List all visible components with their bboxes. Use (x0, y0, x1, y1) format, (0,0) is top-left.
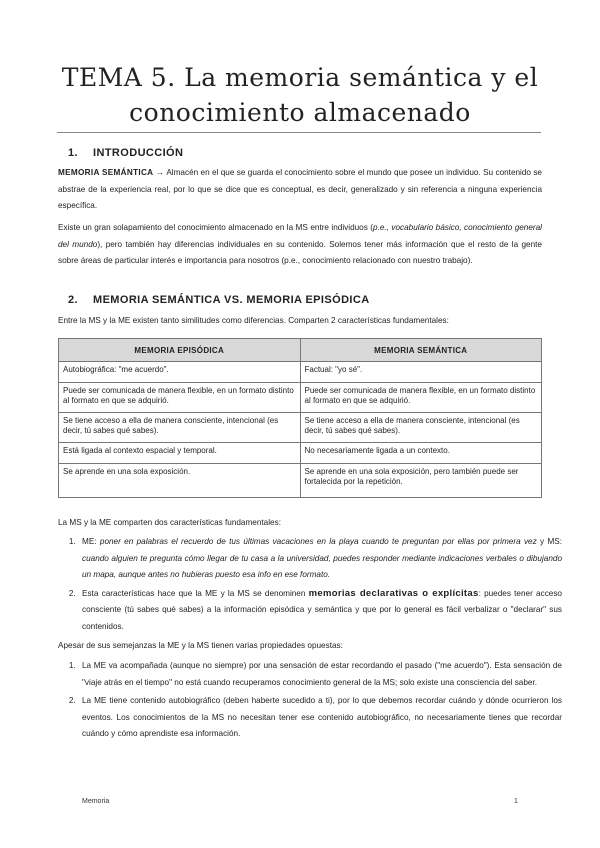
column-header-semantica: MEMORIA SEMÁNTICA (300, 339, 542, 362)
opposed-intro: Apesar de sus semejanzas la ME y la MS tienen varias propiedades opuestas: (58, 641, 343, 650)
table-header-row (59, 339, 542, 362)
table-cell: Factual: "yo sé". (300, 362, 542, 383)
comparison-intro: Entre la MS y la ME existen tanto similitudes como diferencias. Comparten 2 características fundamentales: (58, 316, 449, 325)
table-cell: Puede ser comunicada de manera flexible, en un formato distinto al formato en que se adquirió. (59, 383, 301, 413)
table-cell: Puede ser comunicada de manera flexible, en un formato distinto al formato en que se adquirió. (300, 383, 542, 413)
page-title: TEMA 5. La memoria semántica y el conocimiento almacenado (61, 63, 539, 127)
table-cell: No necesariamente ligada a un contexto. (300, 443, 542, 464)
italic-run: p.e., vocabulario básico, conocimiento general del mundo (58, 223, 543, 249)
text-run: Esta características hace que la ME y la MS se denominen (82, 588, 309, 598)
term-memoria-semantica: MEMORIA SEMÁNTICA (58, 168, 154, 177)
table-cell: Se aprende en una sola exposición, pero también puede ser fortalecida por la repetición. (300, 464, 542, 498)
intro-paragraph-1 (58, 165, 542, 215)
table-cell: Se tiene acceso a ella de manera consciente, intencional (es decir, tú sabes qué sabes). (59, 413, 301, 443)
list-item (78, 586, 562, 636)
table-cell: Se aprende en una sola exposición. (59, 464, 301, 498)
text-run: Existe un gran solapamiento del conocimiento almacenado en la MS entre individuos ( (58, 223, 373, 232)
list-item (78, 534, 562, 584)
shared-intro: La MS y la ME comparten dos características fundamentales: (58, 518, 281, 527)
italic-run: cuando alguien te pregunta cómo llegar de tu casa a la universidad, puedes responder mediante indicaciones verbales o dibujando un mapa, aunque antes no hubieras puesto esa info en ese formato. (82, 553, 562, 579)
text-run: : puedes tener acceso consciente (tú sabes qué sabes) a la información episódica y semántica y que por lo general es fácil verbalizar o "declarar" sus contenidos. (82, 588, 562, 631)
table-row (59, 464, 542, 498)
opposed-list (58, 658, 562, 745)
text-run: ME: (82, 537, 100, 546)
intro-paragraph-1-text: Almacén en el que se guarda el conocimiento sobre el mundo que posee un individuo. Su contenido se abstrae de la experiencia real, por lo que se dice que es conceptual, es decir, generalizado y sin referencia a ninguna experiencia específica. (58, 168, 542, 210)
footer-label: Memoria (82, 798, 110, 805)
table-cell: Autobiográfica: "me acuerdo". (59, 362, 301, 383)
list-item: 2. La ME tiene contenido autobiográfico (deben haberte sucedido a ti), por lo que debemos recordar cuándo y dónde ocurrieron los eventos. Los conocimientos de la MS no necesitan tener ese contenido autobiográfico, no necesariamente tienes que recordar cuándo y cómo aprendiste esa información. (78, 693, 562, 743)
column-header-episodica: MEMORIA EPISÓDICA (59, 339, 301, 362)
bold-term: memorias declarativas o explícitas (308, 587, 479, 599)
section-title: INTRODUCCIÓN (93, 147, 184, 159)
title-divider (57, 132, 541, 133)
italic-run: poner en palabras el recuerdo de tus últimas vacaciones en la playa cuando te preguntan por ellas por primera vez (99, 537, 537, 546)
table-cell: Está ligada al contexto espacial y temporal. (59, 443, 301, 464)
text-run: y MS: (536, 537, 562, 546)
page-number: 1 (514, 798, 518, 805)
shared-list (58, 534, 562, 637)
table-row (59, 362, 542, 383)
arrow-icon: → (153, 168, 167, 177)
section-heading-introduccion (68, 147, 183, 159)
list-item: 1. La ME va acompañada (aunque no siempre) por una sensación de estar recordando el pasado ("me acuerdo"). Esta sensación de "viaje atrás en el tiempo" no está cuando recuperamos conocimiento general de la MS; solo existe una consciencia del saber. (78, 658, 562, 691)
section-number: 2. (68, 294, 78, 306)
intro-paragraph-2 (58, 220, 542, 270)
text-run: ), pero también hay diferencias individuales en su contenido. Solemos tener más información que el resto de la gente sobre áreas de particular interés e importancia para nosotros (p.e., conocimiento relacionado con nuestro trabajo). (58, 239, 542, 265)
table-row (59, 383, 542, 413)
section-number: 1. (68, 147, 78, 159)
section-heading-ms-vs-me (68, 294, 370, 306)
table-row (59, 443, 542, 464)
table-row (59, 413, 542, 443)
section-title: MEMORIA SEMÁNTICA VS. MEMORIA EPISÓDICA (93, 294, 370, 306)
comparison-table (58, 338, 542, 498)
table-cell: Se tiene acceso a ella de manera consciente, intencional (es decir, tú sabes qué sabes). (300, 413, 542, 443)
